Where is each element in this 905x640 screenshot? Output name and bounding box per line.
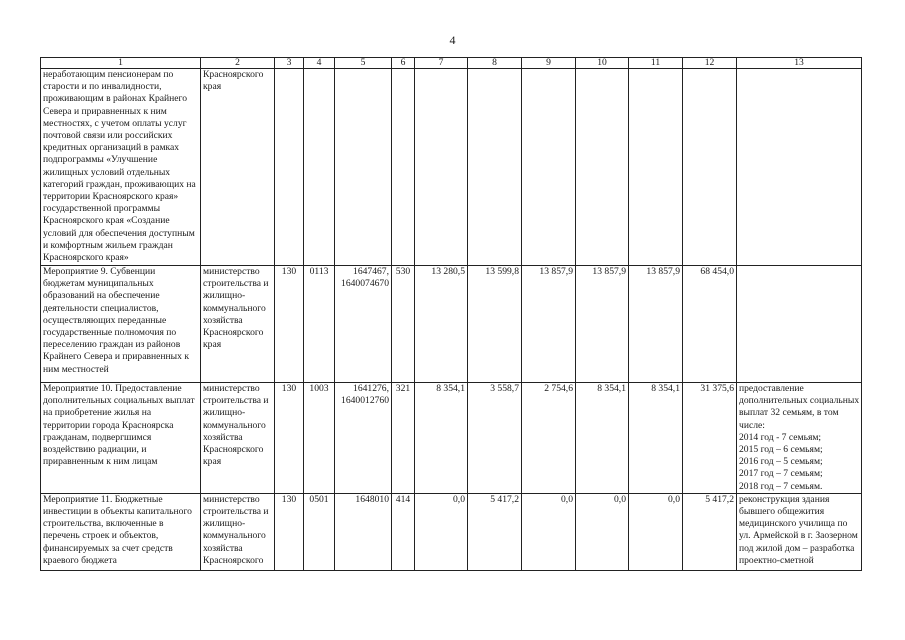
column-header-7: 7 — [415, 58, 468, 69]
table-row — [41, 493, 862, 570]
grbs-code: 130 — [275, 266, 304, 383]
table-row — [41, 266, 862, 383]
amount-col-10: 13 857,9 — [576, 266, 629, 383]
expected-result-line: числе: — [739, 419, 765, 431]
expected-result-line: 2014 год - 7 семьям; — [739, 431, 822, 443]
expected-result-line: предоставление — [739, 383, 804, 394]
column-header-10: 10 — [576, 58, 629, 69]
responsible-executor: министерство строительства и жилищно-коммунального хозяйства Красноярского — [201, 493, 275, 570]
column-header-4: 4 — [304, 58, 335, 69]
column-header-11: 11 — [629, 58, 683, 69]
amount-col-11 — [629, 69, 683, 266]
target-article-code: 1641276, 1640012760 — [335, 383, 392, 494]
amount-total: 68 454,0 — [683, 266, 737, 383]
amount-total — [683, 69, 737, 266]
amount-col-8: 13 599,8 — [468, 266, 522, 383]
measure-description: неработающим пенсионерам по старости и по инвалидности, проживающим в районах Крайнего Севера и приравненных к ним местностях, с учетом оплаты услуг почтовой связи или российских кредитных организаций в рамках подпрограммы «Улучшение жилищных условий отдельных категорий граждан, проживающих на территории Красноярского края» государственной программы Красноярского края «Создание условий для обеспечения доступным и комфортным жильем граждан Красноярского края» — [41, 69, 201, 266]
table-row — [41, 383, 862, 494]
amount-col-8: 3 558,7 — [468, 383, 522, 494]
expected-result-line: дополнительных социальных — [739, 395, 859, 407]
amount-col-10: 8 354,1 — [576, 383, 629, 494]
expected-result — [737, 383, 862, 494]
column-header-3: 3 — [275, 58, 304, 69]
section-code — [304, 69, 335, 266]
amount-col-7: 13 280,5 — [415, 266, 468, 383]
amount-col-8 — [468, 69, 522, 266]
measure-description: Мероприятие 9. Субвенции бюджетам муниципальных образований на обеспечение деятельности специалистов, осуществляющих переданные государственные полномочия по переселению граждан из районов Крайнего Севера и приравненных к ним местностей — [41, 266, 201, 383]
amount-col-9: 13 857,9 — [522, 266, 576, 383]
expense-type-code: 530 — [392, 266, 415, 383]
amount-col-7: 0,0 — [415, 493, 468, 570]
grbs-code: 130 — [275, 383, 304, 494]
responsible-executor: министерство строительства и жилищно-коммунального хозяйства Красноярского края — [201, 266, 275, 383]
column-number-header-row — [41, 58, 862, 69]
measure-description: Мероприятие 10. Предоставление дополнительных социальных выплат на приобретение жилья на территории города Красноярска гражданам, подвергшимся воздействию радиации, и приравненным к ним лицам — [41, 383, 201, 494]
amount-col-10: 0,0 — [576, 493, 629, 570]
expected-result-line: 2015 год – 6 семьям; — [739, 444, 823, 456]
amount-col-10 — [576, 69, 629, 266]
amount-col-11: 13 857,9 — [629, 266, 683, 383]
expected-result-line: выплат 32 семьям, в том — [739, 407, 839, 419]
amount-col-9: 0,0 — [522, 493, 576, 570]
expected-result — [737, 266, 862, 383]
expected-result: реконструкция здания бывшего общежития медицинского училища по ул. Армейской в г. Заозерном под жилой дом – разработка проектно-сметной — [737, 493, 862, 570]
amount-col-8: 5 417,2 — [468, 493, 522, 570]
column-header-6: 6 — [392, 58, 415, 69]
table-row — [41, 69, 862, 266]
section-code: 1003 — [304, 383, 335, 494]
expected-result-line: 2016 год – 5 семьям; — [739, 456, 823, 468]
expected-result-line: 2018 год – 7 семьям. — [739, 480, 823, 492]
column-header-8: 8 — [468, 58, 522, 69]
target-article-code: 1648010 — [335, 493, 392, 570]
expense-type-code — [392, 69, 415, 266]
responsible-executor: министерство строительства и жилищно-коммунального хозяйства Красноярского края — [201, 383, 275, 494]
amount-total: 31 375,6 — [683, 383, 737, 494]
column-header-2: 2 — [201, 58, 275, 69]
column-header-13: 13 — [737, 58, 862, 69]
expected-result — [737, 69, 862, 266]
column-header-1: 1 — [41, 58, 201, 69]
section-code: 0501 — [304, 493, 335, 570]
amount-col-7 — [415, 69, 468, 266]
expected-result-line: 2017 год – 7 семьям; — [739, 468, 823, 480]
measure-description: Мероприятие 11. Бюджетные инвестиции в объекты капитального строительства, включенные в перечень строек и объектов, финансируемых за счет средств краевого бюджета — [41, 493, 201, 570]
target-article-code: 1647467, 1640074670 — [335, 266, 392, 383]
column-header-12: 12 — [683, 58, 737, 69]
amount-col-9: 2 754,6 — [522, 383, 576, 494]
grbs-code — [275, 69, 304, 266]
amount-col-9 — [522, 69, 576, 266]
amount-total: 5 417,2 — [683, 493, 737, 570]
amount-col-7: 8 354,1 — [415, 383, 468, 494]
page-number: 4 — [449, 33, 456, 47]
section-code: 0113 — [304, 266, 335, 383]
expense-type-code: 414 — [392, 493, 415, 570]
program-measures-table — [40, 57, 862, 571]
target-article-code — [335, 69, 392, 266]
column-header-5: 5 — [335, 58, 392, 69]
amount-col-11: 8 354,1 — [629, 383, 683, 494]
expense-type-code: 321 — [392, 383, 415, 494]
responsible-executor: Красноярского края — [201, 69, 275, 266]
amount-col-11: 0,0 — [629, 493, 683, 570]
column-header-9: 9 — [522, 58, 576, 69]
grbs-code: 130 — [275, 493, 304, 570]
